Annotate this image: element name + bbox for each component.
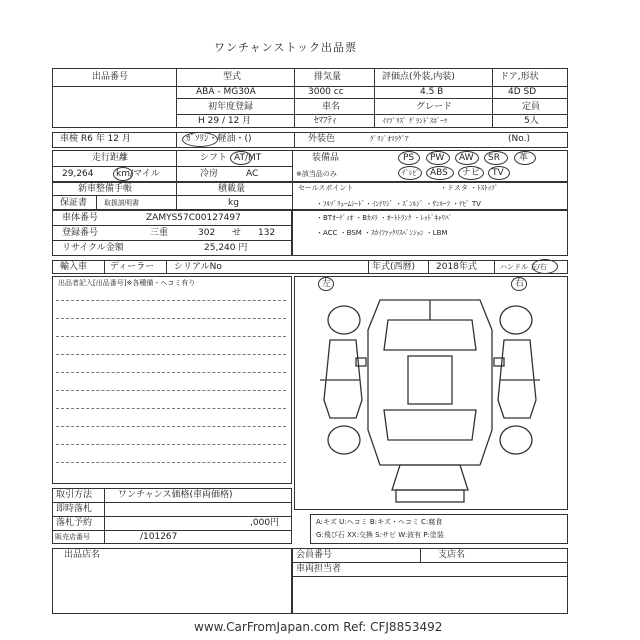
- score-label: 評価点(外装,内装): [382, 72, 455, 82]
- fuel-selected-circle: [182, 132, 218, 147]
- equipment-tv: TV: [492, 168, 504, 178]
- shift-selected-circle: [230, 151, 252, 165]
- remarks-box: [52, 276, 292, 484]
- selling-points-label: セールスポイント: [298, 184, 354, 192]
- handle-selected-circle: [532, 259, 558, 274]
- ext-color-no: (No.): [508, 134, 530, 144]
- exhibitor-label: 出品店名: [64, 550, 101, 560]
- equipment-navi: ナビ: [462, 168, 481, 178]
- dealer-id-label: 販売店番号: [55, 533, 90, 541]
- mileage-unit-circle: [113, 167, 133, 181]
- reg-no-label: 登録番号: [62, 228, 99, 238]
- door-value: 4D SD: [508, 87, 537, 97]
- mileage-value: 29,264: [62, 169, 94, 179]
- weight-label: 積載量: [218, 184, 246, 194]
- equipment-leather: 革: [519, 153, 529, 163]
- chassis-value: ZAMYS57C00127497: [146, 213, 241, 223]
- reg-no-kana: せ: [232, 228, 242, 238]
- equipment-aw: AW: [459, 153, 474, 163]
- shift-value: AT/MT: [234, 153, 262, 163]
- reg-no-number: 132: [258, 228, 276, 238]
- capacity-value: 5人: [524, 116, 539, 126]
- reg-no-area: 三重: [150, 228, 169, 238]
- trade-label: 取引方法: [56, 490, 93, 500]
- member-no-label: 会員番号: [296, 550, 333, 560]
- displacement-value: 3000 cc: [308, 87, 344, 97]
- buy-now-label: 即時落札: [56, 504, 93, 514]
- year-label: 年式(西暦): [372, 262, 416, 272]
- chassis-label: 車体番号: [62, 213, 99, 223]
- year-value: 2018年式: [436, 262, 477, 272]
- diagram-right-label: 右: [515, 279, 525, 289]
- remarks-label: 出品者記入[出品番号]※各種備・ヘコミ有り: [58, 279, 196, 287]
- door-label: ドア,形状: [500, 72, 539, 82]
- shift-label: シフト: [200, 153, 228, 163]
- footer-watermark: www.CarFromJapan.com Ref: CFJ8853492: [194, 620, 443, 634]
- new-car-warranty: 新車整備手帳: [78, 184, 133, 194]
- model-value: ABA - MG30A: [196, 87, 256, 97]
- fuel-value: ｶﾞｿﾘﾝ・軽油・(): [186, 134, 252, 144]
- dealer-label: ディーラー: [110, 262, 155, 272]
- recycle-value: 25,240 円: [204, 243, 248, 253]
- member-box: [292, 548, 568, 614]
- serial-label: シリアルNo: [174, 262, 222, 272]
- selling-point-2: ・ﾌﾙｿﾞﾘｭｰﾑｼｰﾄﾞ・ｲﾝﾃﾘｼﾞ ・ｽﾞﾝﾙｼﾞ ・ｻﾝﾙｰﾌ ・ﾅﾋﾞ TV: [316, 200, 481, 208]
- legend-line-2: G:飛び石 XX:交換 S:サビ W:波有 P:塗装: [316, 531, 444, 539]
- weight-unit: kg: [228, 198, 239, 208]
- diagram-left-label: 左: [322, 279, 332, 289]
- inspection-value: 車検 R6 年 12 月: [60, 134, 131, 144]
- equipment-abs: ABS: [430, 168, 448, 178]
- model-label: 型式: [223, 72, 242, 82]
- import-label: 輸入車: [60, 262, 88, 272]
- grade-value: ｲﾏﾌﾞﾘｽﾞ ｸﾞﾗﾝﾄﾞｽﾎﾟｰﾂ: [382, 117, 448, 125]
- equipment-note: ※該当品のみ: [296, 170, 337, 178]
- branch-label: 支店名: [438, 550, 466, 560]
- displacement-label: 排気量: [314, 72, 342, 82]
- handle-label: ハンドル 左/右: [500, 263, 547, 271]
- equipment-tv-ctrl: ﾃﾞﾚﾋﾞ: [402, 169, 420, 177]
- car-name-label: 車名: [322, 102, 341, 112]
- selling-point-1: ・ドスタ ・ﾄｽﾄｯﾌﾟ: [440, 184, 499, 192]
- staff-label: 車両担当者: [296, 564, 342, 574]
- legend-line-1: A:キズ U:ヘコミ B:キズ・ヘコミ C:腐食: [316, 518, 443, 526]
- car-name-value: ｾﾏﾌﾃｨ: [314, 116, 337, 126]
- aircon-value: AC: [246, 169, 259, 179]
- manual-label: 取扱説明書: [104, 199, 139, 207]
- first-reg-value: H 29 / 12 月: [198, 116, 252, 126]
- equipment-sr: SR: [488, 153, 500, 163]
- price-suffix: ,000円: [250, 518, 280, 528]
- mileage-unit: km/マイル: [116, 169, 160, 179]
- equipment-ps: PS: [403, 153, 415, 163]
- aircon-label: 冷房: [200, 169, 219, 179]
- car-outline-diagram: [300, 290, 560, 506]
- recycle-label: リサイクル金額: [62, 243, 124, 253]
- selling-point-4: ・ACC ・BSM ・ｽｶｲﾌｧｯｸﾘｽﾍﾟﾝｼｮﾝ ・LBM: [316, 229, 448, 237]
- sheet-title: ワンチャンストック出品票: [214, 41, 358, 54]
- equipment-pw: PW: [430, 153, 445, 163]
- mileage-label: 走行距離: [92, 153, 129, 163]
- contract-label: 落札予約: [56, 518, 93, 528]
- reg-no-class: 302: [198, 228, 216, 238]
- first-reg-label: 初年度登録: [208, 102, 254, 112]
- dealer-id-value: /101267: [140, 532, 178, 542]
- lot-label: 出品番号: [92, 72, 129, 82]
- warranty-card: 保証書: [60, 198, 88, 208]
- ext-color-label: 外装色: [308, 134, 336, 144]
- equipment-label: 装備品: [312, 153, 340, 163]
- score-value: 4.5 B: [420, 87, 444, 97]
- selling-point-3: ・BTｵｰﾃﾞｨｵ ・Bｶﾒﾗ ・ｵｰﾄﾄﾗﾝｸ ・ﾚｯﾄﾞｷｬﾘﾊﾟ: [316, 214, 453, 222]
- ext-color-value: ｸﾞﾘｼﾞｵﾏﾗｸﾞｱ: [370, 135, 409, 143]
- capacity-label: 定員: [522, 102, 541, 112]
- trade-value: ワンチャンス価格(車両価格): [118, 490, 233, 500]
- grade-label: グレード: [416, 102, 453, 112]
